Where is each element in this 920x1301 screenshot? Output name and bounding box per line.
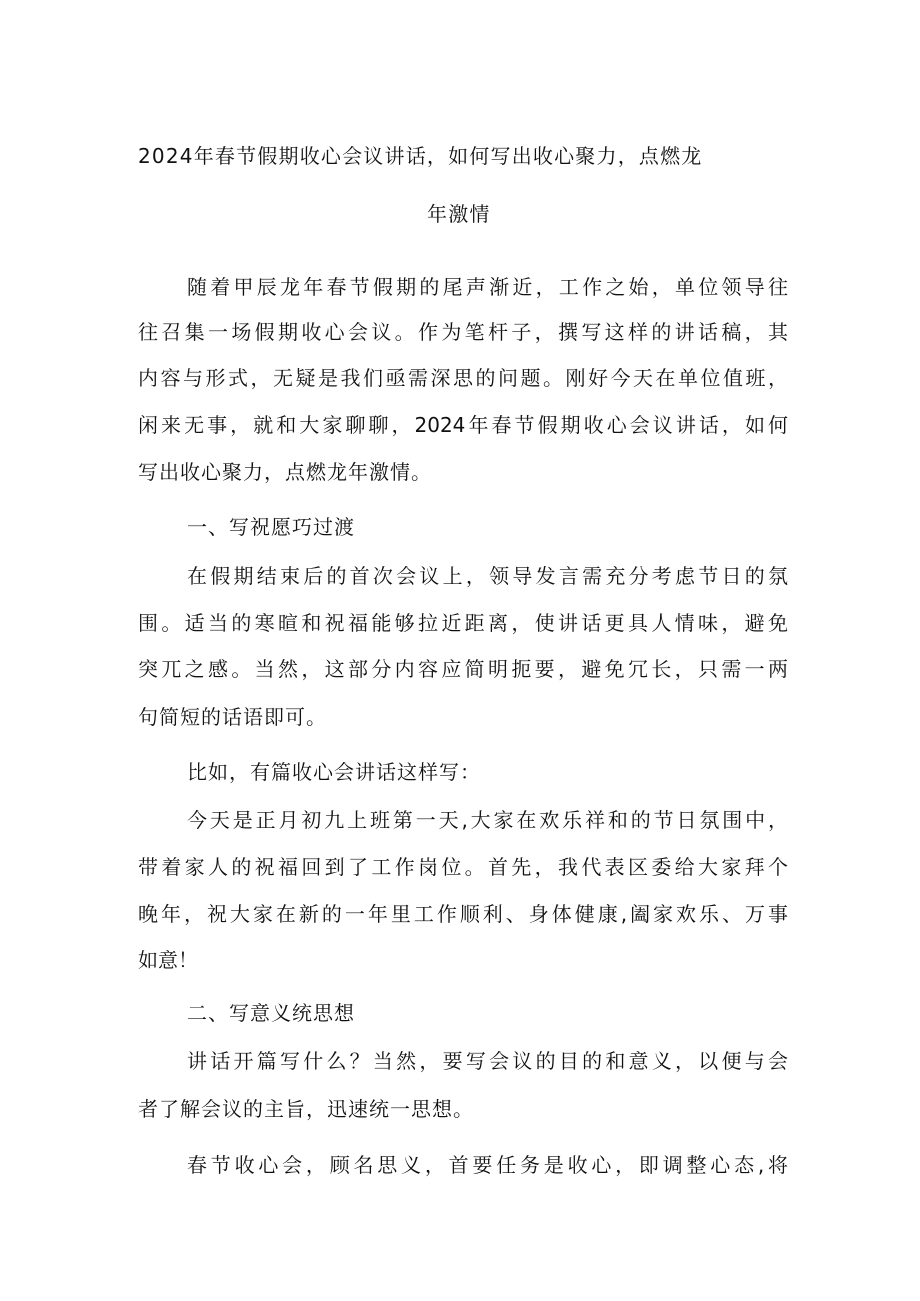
paragraph-line: 在假期结束后的首次会议上，领导发言需充分考虑节日的氛 — [187, 564, 788, 588]
paragraph-line: 围。适当的寒暄和祝福能够拉近距离，使讲话更具人情味，避免 — [138, 611, 788, 635]
paragraph-line: 讲话开篇写什么？当然，要写会议的目的和意义，以便与会 — [187, 1049, 788, 1073]
section-heading-2: 二、写意义统思想 — [187, 1001, 355, 1025]
paragraph-line: 比如，有篇收心会讲话这样写： — [187, 760, 481, 784]
paragraph-line: 闲来无事，就和大家聊聊，2024年春节假期收心会议讲话，如何 — [138, 413, 788, 437]
paragraph-line: 者了解会议的主旨，迅速统一思想。 — [138, 1097, 474, 1121]
section-heading-1: 一、写祝愿巧过渡 — [187, 515, 355, 539]
paragraph-line: 内容与形式，无疑是我们亟需深思的问题。刚好今天在单位值班， — [138, 366, 788, 390]
paragraph-line: 句简短的话语即可。 — [138, 705, 327, 729]
paragraph-line: 随着甲辰龙年春节假期的尾声渐近，工作之始，单位领导往 — [187, 275, 788, 299]
quote-line: 晚年，祝大家在新的一年里工作顺利、身体健康,阖家欢乐、万事 — [138, 902, 788, 926]
paragraph-line: 写出收心聚力，点燃龙年激情。 — [138, 460, 432, 484]
paragraph-line: 往召集一场假期收心会议。作为笔杆子，撰写这样的讲话稿，其 — [138, 320, 788, 344]
quote-line: 如意！ — [138, 948, 198, 972]
document-title-line-2: 年激情 — [427, 202, 491, 226]
quote-line: 带着家人的祝福回到了工作岗位。首先，我代表区委给大家拜个 — [138, 855, 788, 879]
paragraph-line: 突兀之感。当然，这部分内容应简明扼要，避免冗长，只需一两 — [138, 657, 788, 681]
document-title-line-1: 2024年春节假期收心会议讲话，如何写出收心聚力，点燃龙 — [138, 144, 703, 168]
paragraph-line: 春节收心会，顾名思义，首要任务是收心，即调整心态,将 — [187, 1153, 788, 1177]
quote-line: 今天是正月初九上班第一天,大家在欢乐祥和的节日氛围中， — [187, 808, 788, 832]
